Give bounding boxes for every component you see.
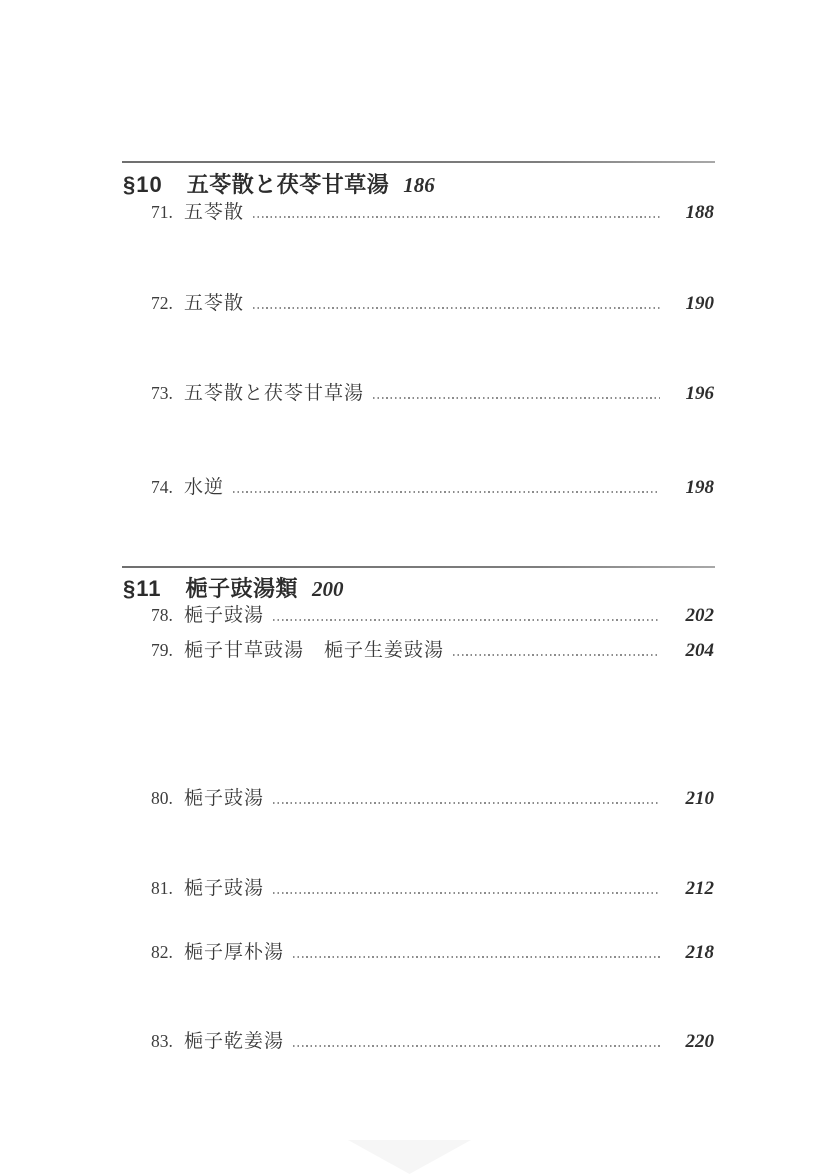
entry-number: 78. [151,605,173,625]
dotted-leader [233,491,660,493]
section-title: 五苓散と茯苓甘草湯 [186,172,390,197]
toc-entry [151,290,714,317]
toc-entry [151,1028,714,1055]
toc-entry [151,875,714,902]
entry-number: 73. [151,383,173,403]
section-marker: §10 [123,172,163,197]
entry-number: 83. [151,1031,173,1051]
entry-number: 82. [151,942,173,962]
dotted-leader [273,619,660,621]
entry-title: 五苓散 [184,293,245,314]
scan-artifact-triangle [348,1140,471,1174]
entry-number: 72. [151,293,173,313]
dotted-leader [293,1045,660,1047]
section-marker: §11 [123,576,162,601]
section-page-number: 186 [403,173,435,197]
section-divider-rule [122,161,715,163]
entry-page-number: 202 [685,605,714,626]
entry-page-number: 196 [685,383,714,404]
dotted-leader [293,956,660,958]
toc-entry [151,785,714,812]
toc-entry [151,380,714,407]
section-page-number: 200 [312,577,344,601]
entry-page-number: 190 [685,293,714,314]
dotted-leader [253,216,660,218]
entry-page-number: 188 [685,202,714,223]
toc-entry [151,637,714,664]
entry-number: 74. [151,477,173,497]
dotted-leader [253,307,660,309]
toc-entry [151,474,714,501]
entry-number: 79. [151,640,173,660]
entry-page-number: 198 [685,477,714,498]
entry-title: 梔子豉湯 [184,878,265,899]
entry-title: 五苓散 [184,202,245,223]
entry-page-number: 220 [685,1031,714,1052]
entry-title: 梔子豉湯 [184,605,265,626]
entry-number: 81. [151,878,173,898]
toc-entry [151,199,714,226]
entry-title: 梔子厚朴湯 [184,942,285,963]
dotted-leader [453,654,660,656]
entry-number: 80. [151,788,173,808]
section-divider-rule [122,566,715,568]
entry-title: 梔子甘草豉湯 梔子生姜豉湯 [184,640,445,661]
entry-page-number: 204 [685,640,714,661]
dotted-leader [273,892,660,894]
dotted-leader [273,802,660,804]
entry-title: 水逆 [184,477,225,498]
toc-entry [151,602,714,629]
toc-entry [151,939,714,966]
section-title: 梔子豉湯類 [185,576,299,601]
entry-page-number: 212 [685,878,714,899]
section-heading-10 [123,172,435,198]
entry-title: 五苓散と茯苓甘草湯 [184,383,365,404]
entry-page-number: 218 [685,942,714,963]
entry-title: 梔子乾姜湯 [184,1031,285,1052]
dotted-leader [373,397,660,399]
entry-title: 梔子豉湯 [184,788,265,809]
section-heading-11 [123,576,344,602]
entry-number: 71. [151,202,173,222]
entry-page-number: 210 [685,788,714,809]
